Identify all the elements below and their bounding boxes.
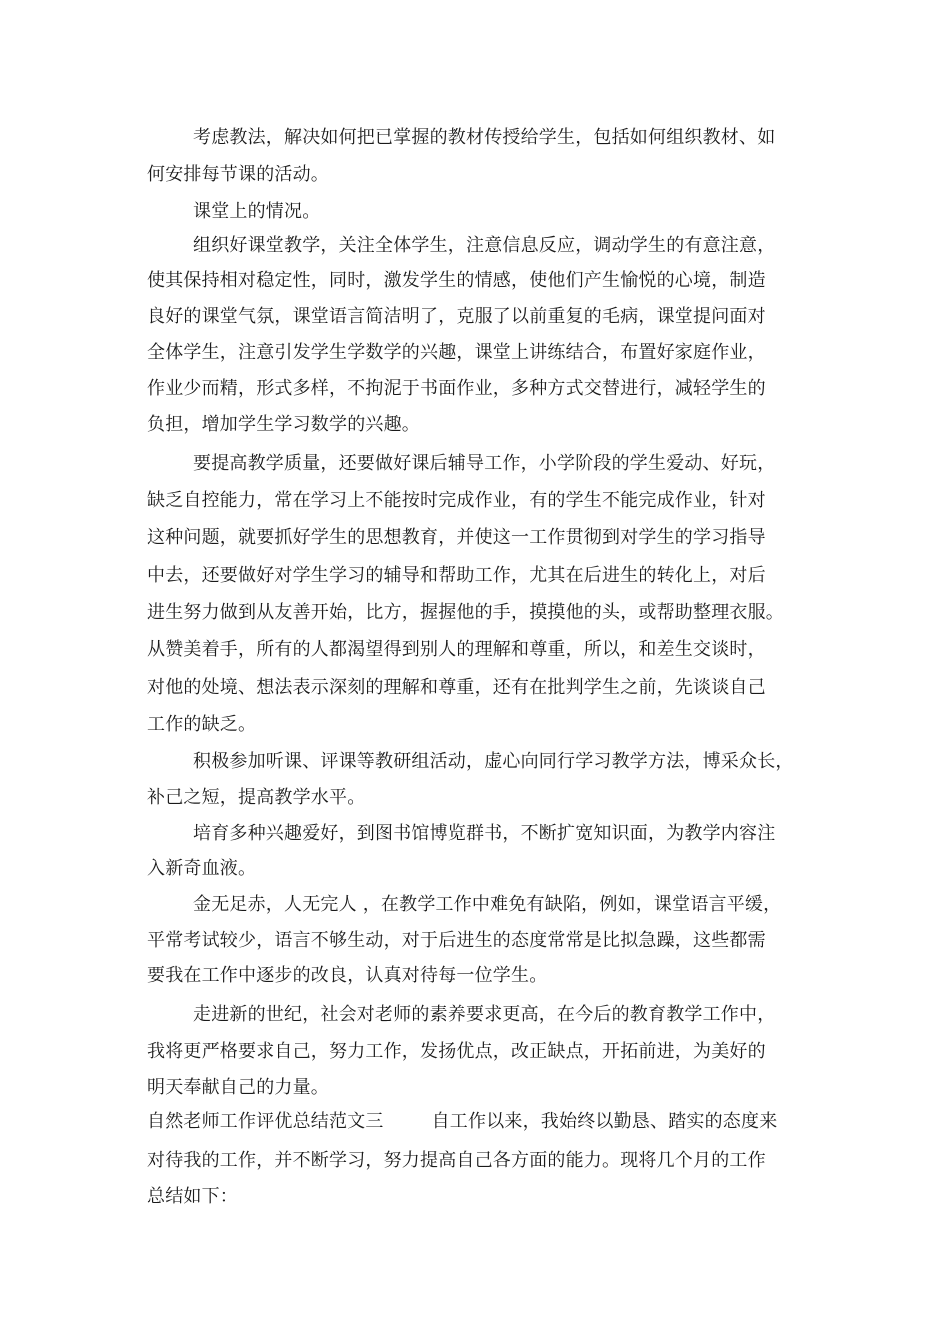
text-line: 对他的处境、想法表示深刻的理解和尊重，还有在批判学生之前，先谈谈自己 [147,677,766,698]
text-line: 工作的缺乏。 [147,714,257,735]
text-line: 这种问题，就要抓好学生的思想教育，并使这一工作贯彻到对学生的学习指导 [147,527,766,548]
text-line: 要我在工作中逐步的改良，认真对待每一位学生。 [147,965,548,986]
text-line: 考虑教法，解决如何把已掌握的教材传授给学生，包括如何组织教材、如 [193,127,776,148]
text-line: 中去，还要做好对学生学习的辅导和帮助工作，尤其在后进生的转化上，对后 [147,565,766,586]
text-line: 课堂上的情况。 [193,201,321,222]
text-line: 金无足赤，人无完人 ，在教学工作中难免有缺陷，例如，课堂语言平缓， [193,894,782,915]
text-line: 作业少而精，形式多样，不拘泥于书面作业，多种方式交替进行，减轻学生的 [147,378,766,399]
text-line: 缺乏自控能力，常在学习上不能按时完成作业，有的学生不能完成作业，针对 [147,490,766,511]
text-line: 使其保持相对稳定性，同时，激发学生的情感，使他们产生愉悦的心境，制造 [147,270,766,291]
text-line: 平常考试较少，语言不够生动，对于后进生的态度常常是比拟急躁，这些都需 [147,930,766,951]
text-line: 何安排每节课的活动。 [147,164,329,185]
text-line: 从赞美着手，所有的人都渴望得到别人的理解和尊重，所以，和差生交谈时， [147,639,766,660]
text-line: 组织好课堂教学，关注全体学生，注意信息反应，调动学生的有意注意， [193,235,776,256]
text-line: 全体学生，注意引发学生学数学的兴趣，课堂上讲练结合，布置好家庭作业， [147,342,766,363]
text-line: 走进新的世纪，社会对老师的素养要求更高，在今后的教育教学工作中， [193,1004,776,1025]
text-line: 培育多种兴趣爱好，到图书馆博览群书，不断扩宽知识面，为教学内容注 [193,823,776,844]
text-line: 积极参加听课、评课等教研组活动，虚心向同行学习教学方法，博采众长， [193,751,794,772]
text-line: 入新奇血液。 [147,858,257,879]
text-line: 补己之短，提高教学水平。 [147,787,366,808]
text-line: 明天奉献自己的力量。 [147,1077,329,1098]
section-intro: 自工作以来，我始终以勤恳、踏实的态度来 [431,1111,778,1132]
text-line: 对待我的工作，并不断学习，努力提高自己各方面的能力。现将几个月的工作 [147,1150,766,1171]
text-line: 负担，增加学生学习数学的兴趣。 [147,414,420,435]
text-line: 我将更严格要求自己，努力工作，发扬优点，改正缺点，开拓前进，为美好的 [147,1041,766,1062]
text-line: 要提高教学质量，还要做好课后辅导工作，小学阶段的学生爱动、好玩， [193,453,776,474]
heading-line [147,1110,777,1134]
section-title: 自然老师工作评优总结范文三 [147,1111,384,1132]
text-line: 进生努力做到从友善开始，比方，握握他的手，摸摸他的头，或帮助整理衣服。 [147,602,784,623]
text-line: 良好的课堂气氛，课堂语言简洁明了，克服了以前重复的毛病，课堂提问面对 [147,306,766,327]
text-line: 总结如下： [147,1186,238,1207]
